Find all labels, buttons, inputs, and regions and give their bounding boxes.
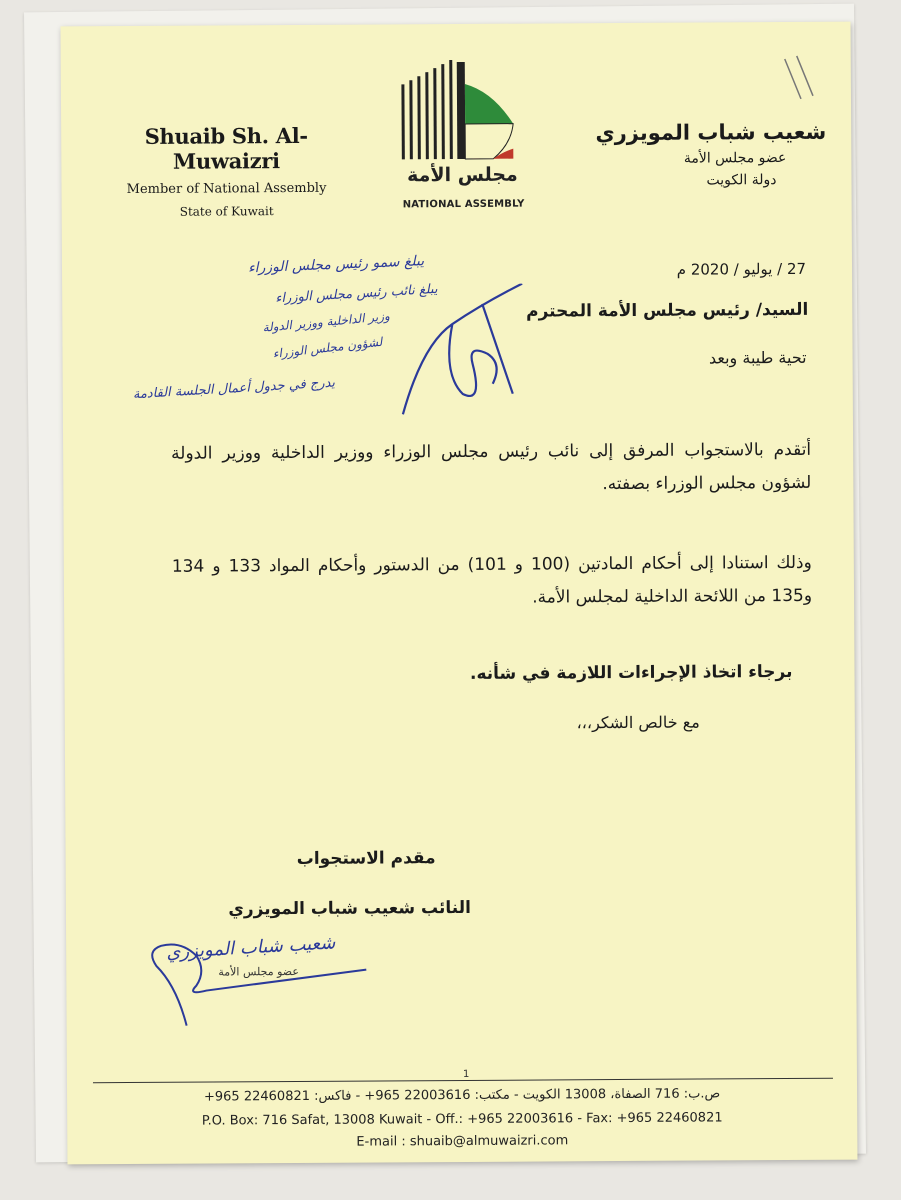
arabic-name: شعيب شباب المويزري: [595, 119, 827, 146]
arabic-state: دولة الكويت: [706, 172, 777, 189]
english-state: State of Kuwait: [179, 204, 274, 219]
english-title: Member of National Assembly: [126, 180, 327, 198]
handwritten-initials-icon: [392, 283, 543, 424]
english-name: Shuaib Sh. Al-Muwaizri: [144, 122, 308, 174]
signature-script: شعيب شباب المويزري: [165, 932, 336, 964]
handwritten-note-1: يبلغ سمو رئيس مجلس الوزراء: [247, 253, 425, 277]
greeting: تحية طيبة وبعد: [708, 347, 807, 368]
addressee: السيد/ رئيس مجلس الأمة المحترم: [526, 299, 809, 322]
signer-name: النائب شعيب شباب المويزري: [228, 897, 471, 920]
letter-page: [61, 22, 858, 1165]
footer-arabic-address: ص.ب: 716 الصفاة، 13008 الكويت - مكتب: 22003616 965+ - فاكس: 22460821 965+: [203, 1086, 721, 1105]
signer-title: مقدم الاستجواب: [296, 848, 436, 869]
handwritten-note-3: وزير الداخلية ووزير الدولة: [261, 308, 391, 335]
handwritten-note-4: لشؤون مجلس الوزراء: [272, 334, 383, 361]
paragraph-2: وذلك استنادا إلى أحكام المادتين (100 و 101) من الدستور وأحكام المواد 133 و 134 و135 من اللائحة الداخلية لمجلس الأمة.: [171, 552, 813, 608]
paragraph-1: أتقدم بالاستجواب المرفق إلى نائب رئيس مجلس الوزراء ووزير الداخلية ووزير الدولة لشؤون مجلس الوزراء بصفته.: [171, 439, 812, 495]
arabic-letterhead: [566, 120, 826, 190]
request-line: برجاء اتخاذ الإجراءات اللازمة في شأنه.: [469, 661, 793, 684]
signature-role: عضو مجلس الأمة: [218, 964, 299, 979]
page-number: 1: [462, 1068, 470, 1080]
logo-english-text: NATIONAL ASSEMBLY: [402, 198, 525, 211]
handwritten-note-5: يدرج في جدول أعمال الجلسة القادمة: [132, 375, 336, 403]
closing-line: مع خالص الشكر،،،: [576, 712, 700, 733]
footer-email: E-mail : shuaib@almuwaizri.com: [356, 1133, 569, 1150]
corner-marks: [783, 54, 823, 104]
english-letterhead: [96, 123, 357, 220]
handwritten-note-2: يبلغ نائب رئيس مجلس الوزراء: [274, 281, 438, 307]
logo-arabic-text: مجلس الأمة: [407, 163, 518, 187]
footer-english-address: P.O. Box: 716 Safat, 13008 Kuwait - Off.: +965 22003616 - Fax: +965 22460821: [201, 1110, 723, 1129]
letter-date: 27 / يوليو / 2020 م: [676, 259, 807, 279]
arabic-title: عضو مجلس الأمة: [683, 149, 787, 167]
national-assembly-logo-icon: [393, 54, 534, 245]
